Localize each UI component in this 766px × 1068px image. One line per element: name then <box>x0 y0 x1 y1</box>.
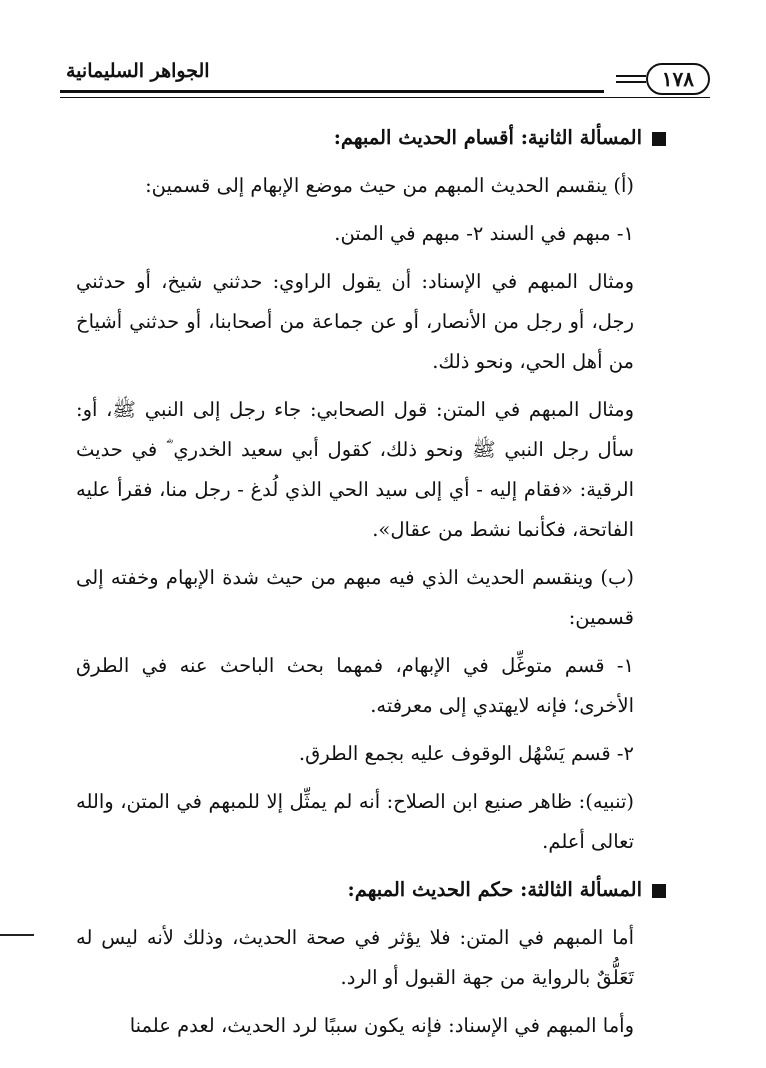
division-b: (ب) وينقسم الحديث الذي فيه مبهم من حيث شدة الإبهام وخفته إلى قسمين: <box>76 566 634 629</box>
isnad-example-paragraph: ومثال المبهم في الإسناد: أن يقول الراوي: حدثني شيخ، أو حدثني رجل، أو رجل من الأنصار، أو عن جماعة من أصحابنا، أو حدثني أشياخ من أهل الحي، ونحو ذلك. <box>76 270 634 373</box>
note-paragraph: (تنبيه): ظاهر صنيع ابن الصلاح: أنه لم يمثِّل إلا للمبهم في المتن، والله تعالى أعلم. <box>76 790 634 853</box>
heading-text: أقسام الحديث المبهم: <box>333 126 514 149</box>
division-a: (أ) ينقسم الحديث المبهم من حيث موضع الإبهام إلى قسمين: <box>145 174 634 197</box>
division-b-item-1: ١- قسم متوغِّل في الإبهام، فمهما بحث الباحث عنه في الطرق الأخرى؛ فإنه لايهتدي إلى معرفته. <box>76 654 634 717</box>
margin-mark <box>0 934 34 936</box>
division-a-items: ١- مبهم في السند ٢- مبهم في المتن. <box>334 222 634 245</box>
page-number: ١٧٨ <box>646 63 710 95</box>
ruling-matn-paragraph: أما المبهم في المتن: فلا يؤثر في صحة الحديث، وذلك لأنه ليس له تَعَلُّقٌ بالرواية من جهة القبول أو الرد. <box>76 926 634 989</box>
heading-text: حكم الحديث المبهم: <box>347 878 514 901</box>
bullet-square-icon <box>652 884 666 898</box>
book-title: الجواهر السليمانية <box>60 60 216 82</box>
page-header <box>60 56 710 100</box>
matn-example-paragraph: ومثال المبهم في المتن: قول الصحابي: جاء رجل إلى النبي ﷺ، أو: سأل رجل النبي ﷺ ونحو ذلك، كقول أبي سعيد الخدري ؓ في حديث الرقية: «فقام إليه - أي إلى سيد الحي الذي لُدغ - رجل منا، فقرأ عليه الفاتحة، فكأنما نشط من عقال». <box>76 398 634 541</box>
page-number-badge <box>604 64 710 94</box>
section-heading-3 <box>76 870 666 910</box>
ruling-isnad-paragraph: وأما المبهم في الإسناد: فإنه يكون سببًا لرد الحديث، لعدم علمنا <box>129 1014 634 1037</box>
division-b-item-2: ٢- قسم يَسْهُل الوقوف عليه بجمع الطرق. <box>298 742 634 765</box>
heading-label: المسألة الثانية: <box>520 126 642 149</box>
bullet-square-icon <box>652 132 666 146</box>
section-heading-2 <box>76 118 666 158</box>
page-number-ornament <box>616 71 646 87</box>
page-body <box>76 118 666 1054</box>
heading-label: المسألة الثالثة: <box>520 878 642 901</box>
